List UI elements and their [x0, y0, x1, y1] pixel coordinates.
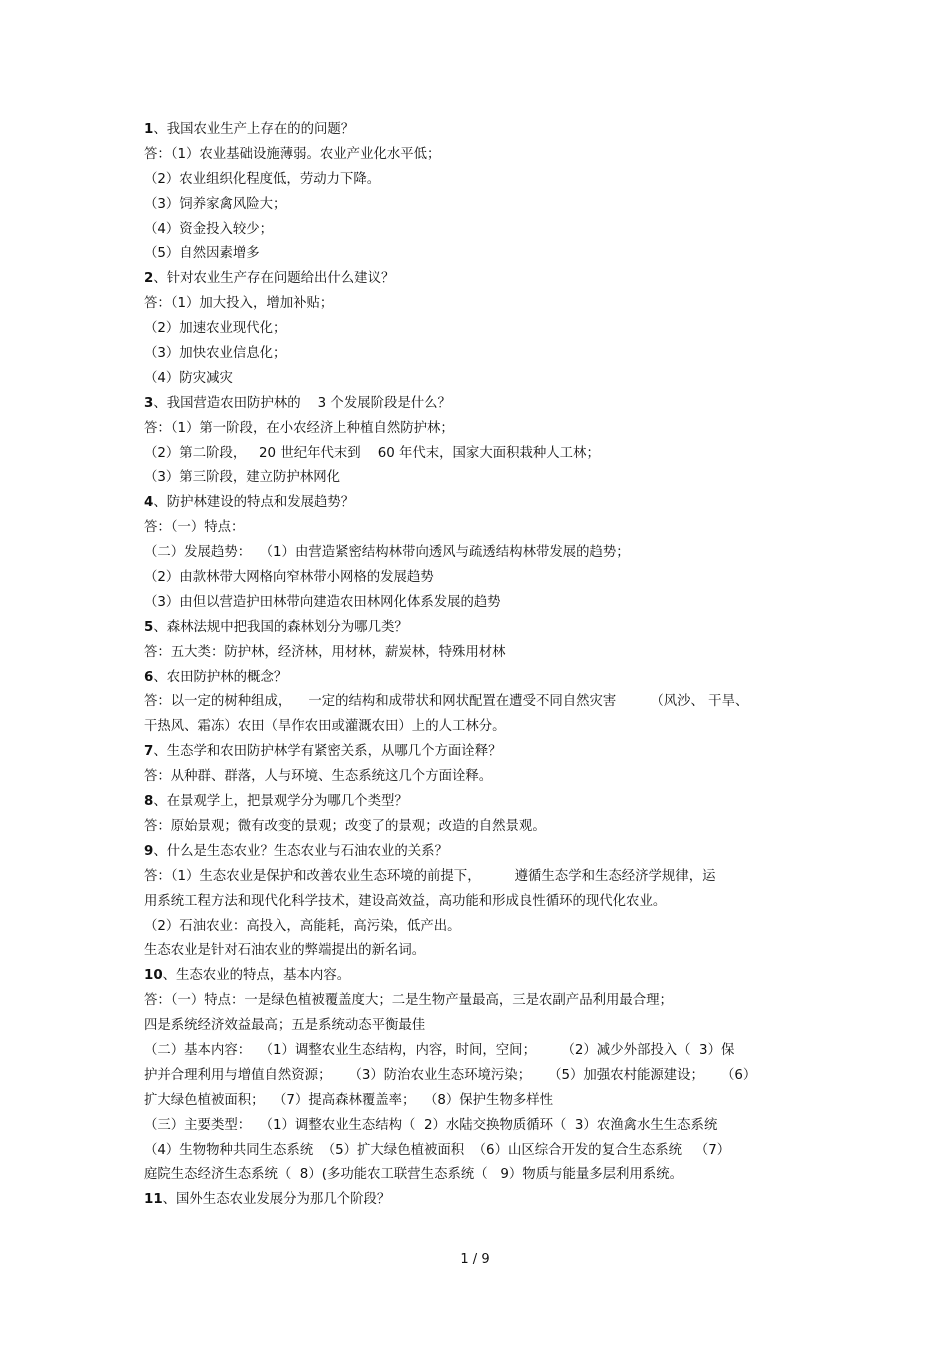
answer-line: 干热风、霜冻）农田（旱作农田或灌溉农田）上的人工林分。	[144, 719, 506, 735]
answer-line: （2）加速农业现代化；	[144, 321, 287, 337]
answer-line: （2）由款林带大网格向窄林带小网格的发展趋势	[144, 570, 434, 586]
question-text: 、农田防护林的概念？	[153, 669, 288, 685]
answer-line: 答：（1）农业基础设施薄弱。农业产业化水平低；	[144, 146, 441, 162]
question-number: 4	[144, 495, 154, 511]
answer-line: （2）第二阶段， 20 世纪年代末到 60 年代末，国家大面积栽种人工林；	[144, 445, 600, 461]
answer-line: （二）发展趋势： （1）由营造紧密结构林带向透风与疏透结构林带发展的趋势；	[144, 545, 630, 561]
question-text: 、在景观学上，把景观学分为哪几个类型？	[153, 794, 408, 810]
answer-line: （3）加快农业信息化；	[144, 346, 287, 362]
question-number: 5	[144, 619, 154, 635]
question-text: 、生态农业的特点，基本内容。	[162, 968, 351, 984]
answer-line: （4）防灾减灾	[144, 370, 233, 386]
question-line	[144, 790, 814, 815]
answer-line: 四是系统经济效益最高；五是系统动态平衡最佳	[144, 1018, 426, 1034]
question-line	[144, 964, 814, 989]
answer-line: （2）农业组织化程度低，劳动力下降。	[144, 171, 381, 187]
question-line	[144, 666, 814, 691]
question-text: 、针对农业生产存在问题给出什么建议？	[153, 271, 395, 287]
question-text: 、我国营造农田防护林的 3 个发展阶段是什么？	[153, 395, 451, 411]
question-number: 3	[144, 395, 154, 411]
answer-line: （3）由但以营造护田林带向建造农田林网化体系发展的趋势	[144, 594, 501, 610]
question-line	[144, 267, 814, 292]
question-text: 、国外生态农业发展分为那几个阶段？	[162, 1192, 391, 1208]
answer-line: 答：（一）特点：	[144, 520, 245, 536]
answer-line: （三）主要类型： （1）调整农业生态结构（ 2）水陆交换物质循环（ 3）农渔禽水生生态系统	[144, 1117, 718, 1133]
question-number: 2	[144, 271, 154, 287]
question-line	[144, 740, 814, 765]
answer-line: （2）石油农业：高投入，高能耗，高污染，低产出。	[144, 918, 461, 934]
answer-line: （5）自然因素增多	[144, 246, 260, 262]
question-text: 、防护林建设的特点和发展趋势？	[153, 495, 355, 511]
answer-line: 答：原始景观；微有改变的景观；改变了的景观；改造的自然景观。	[144, 818, 546, 834]
question-text: 、森林法规中把我国的森林划分为哪几类？	[153, 619, 408, 635]
answer-line: 答：五大类：防护林，经济林，用材林，薪炭林，特殊用材林	[144, 644, 506, 660]
question-line	[144, 616, 814, 641]
question-text: 、我国农业生产上存在的的问题？	[153, 122, 355, 137]
answer-line: 庭院生态经济生态系统（ 8）(多功能农工联营生态系统（ 9）物质与能量多层利用系统。	[144, 1167, 683, 1183]
answer-line: （4）生物物种共同生态系统 （5）扩大绿色植被面积 （6）山区综合开发的复合生态系统 （7）	[144, 1142, 731, 1158]
answer-line: （4）资金投入较少；	[144, 221, 274, 237]
question-line	[144, 1188, 814, 1213]
question-number: 11	[144, 1192, 163, 1208]
question-number: 9	[144, 843, 154, 859]
answer-line: 答：以一定的树种组成， 一定的结构和成带状和网状配置在遭受不同自然灾害 （风沙、 干旱、	[144, 694, 749, 710]
question-number: 10	[144, 968, 163, 984]
question-line	[144, 840, 814, 865]
question-number: 8	[144, 794, 154, 810]
answer-line: 护并合理利用与增值自然资源； （3）防治农业生态环境污染； （5）加强农村能源建设； （6）	[144, 1067, 757, 1083]
answer-line: 答：（1）加大投入，增加补贴；	[144, 296, 334, 312]
question-number: 1	[144, 122, 154, 137]
question-text: 、生态学和农田防护林学有紧密关系，从哪几个方面诠释？	[153, 744, 502, 760]
answer-line: 答：（1）生态农业是保护和改善农业生态环境的前提下， 遵循生态学和生态经济学规律，运	[144, 868, 716, 884]
question-line	[144, 118, 814, 143]
answer-line: 用系统工程方法和现代化科学技术，建设高效益，高功能和形成良性循环的现代化农业。	[144, 893, 667, 909]
question-line	[144, 491, 814, 516]
page-number: 1 / 9	[460, 1252, 490, 1267]
answer-line: 扩大绿色植被面积； （7）提高森林覆盖率； （8）保护生物多样性	[144, 1092, 554, 1108]
answer-line: 答：从种群、群落，人与环境、生态系统这几个方面诠释。	[144, 769, 493, 785]
answer-line: （二）基本内容： （1）调整农业生态结构，内容，时间，空间； （2）减少外部投入（ 3）保	[144, 1042, 735, 1058]
answer-line: （3）第三阶段，建立防护林网化	[144, 470, 340, 486]
answer-line: 答：（一）特点：一是绿色植被覆盖度大；二是生物产量最高，三是农副产品利用最合理；	[144, 993, 673, 1009]
document-body	[144, 118, 814, 1213]
answer-line: （3）饲养家禽风险大；	[144, 196, 287, 212]
question-number: 7	[144, 744, 154, 760]
answer-line: 生态农业是针对石油农业的弊端提出的新名词。	[144, 943, 426, 959]
answer-line: 答：（1）第一阶段，在小农经济上种植自然防护林；	[144, 420, 454, 436]
question-line	[144, 392, 814, 417]
question-number: 6	[144, 669, 154, 685]
question-text: 、什么是生态农业？生态农业与石油农业的关系？	[153, 843, 448, 859]
